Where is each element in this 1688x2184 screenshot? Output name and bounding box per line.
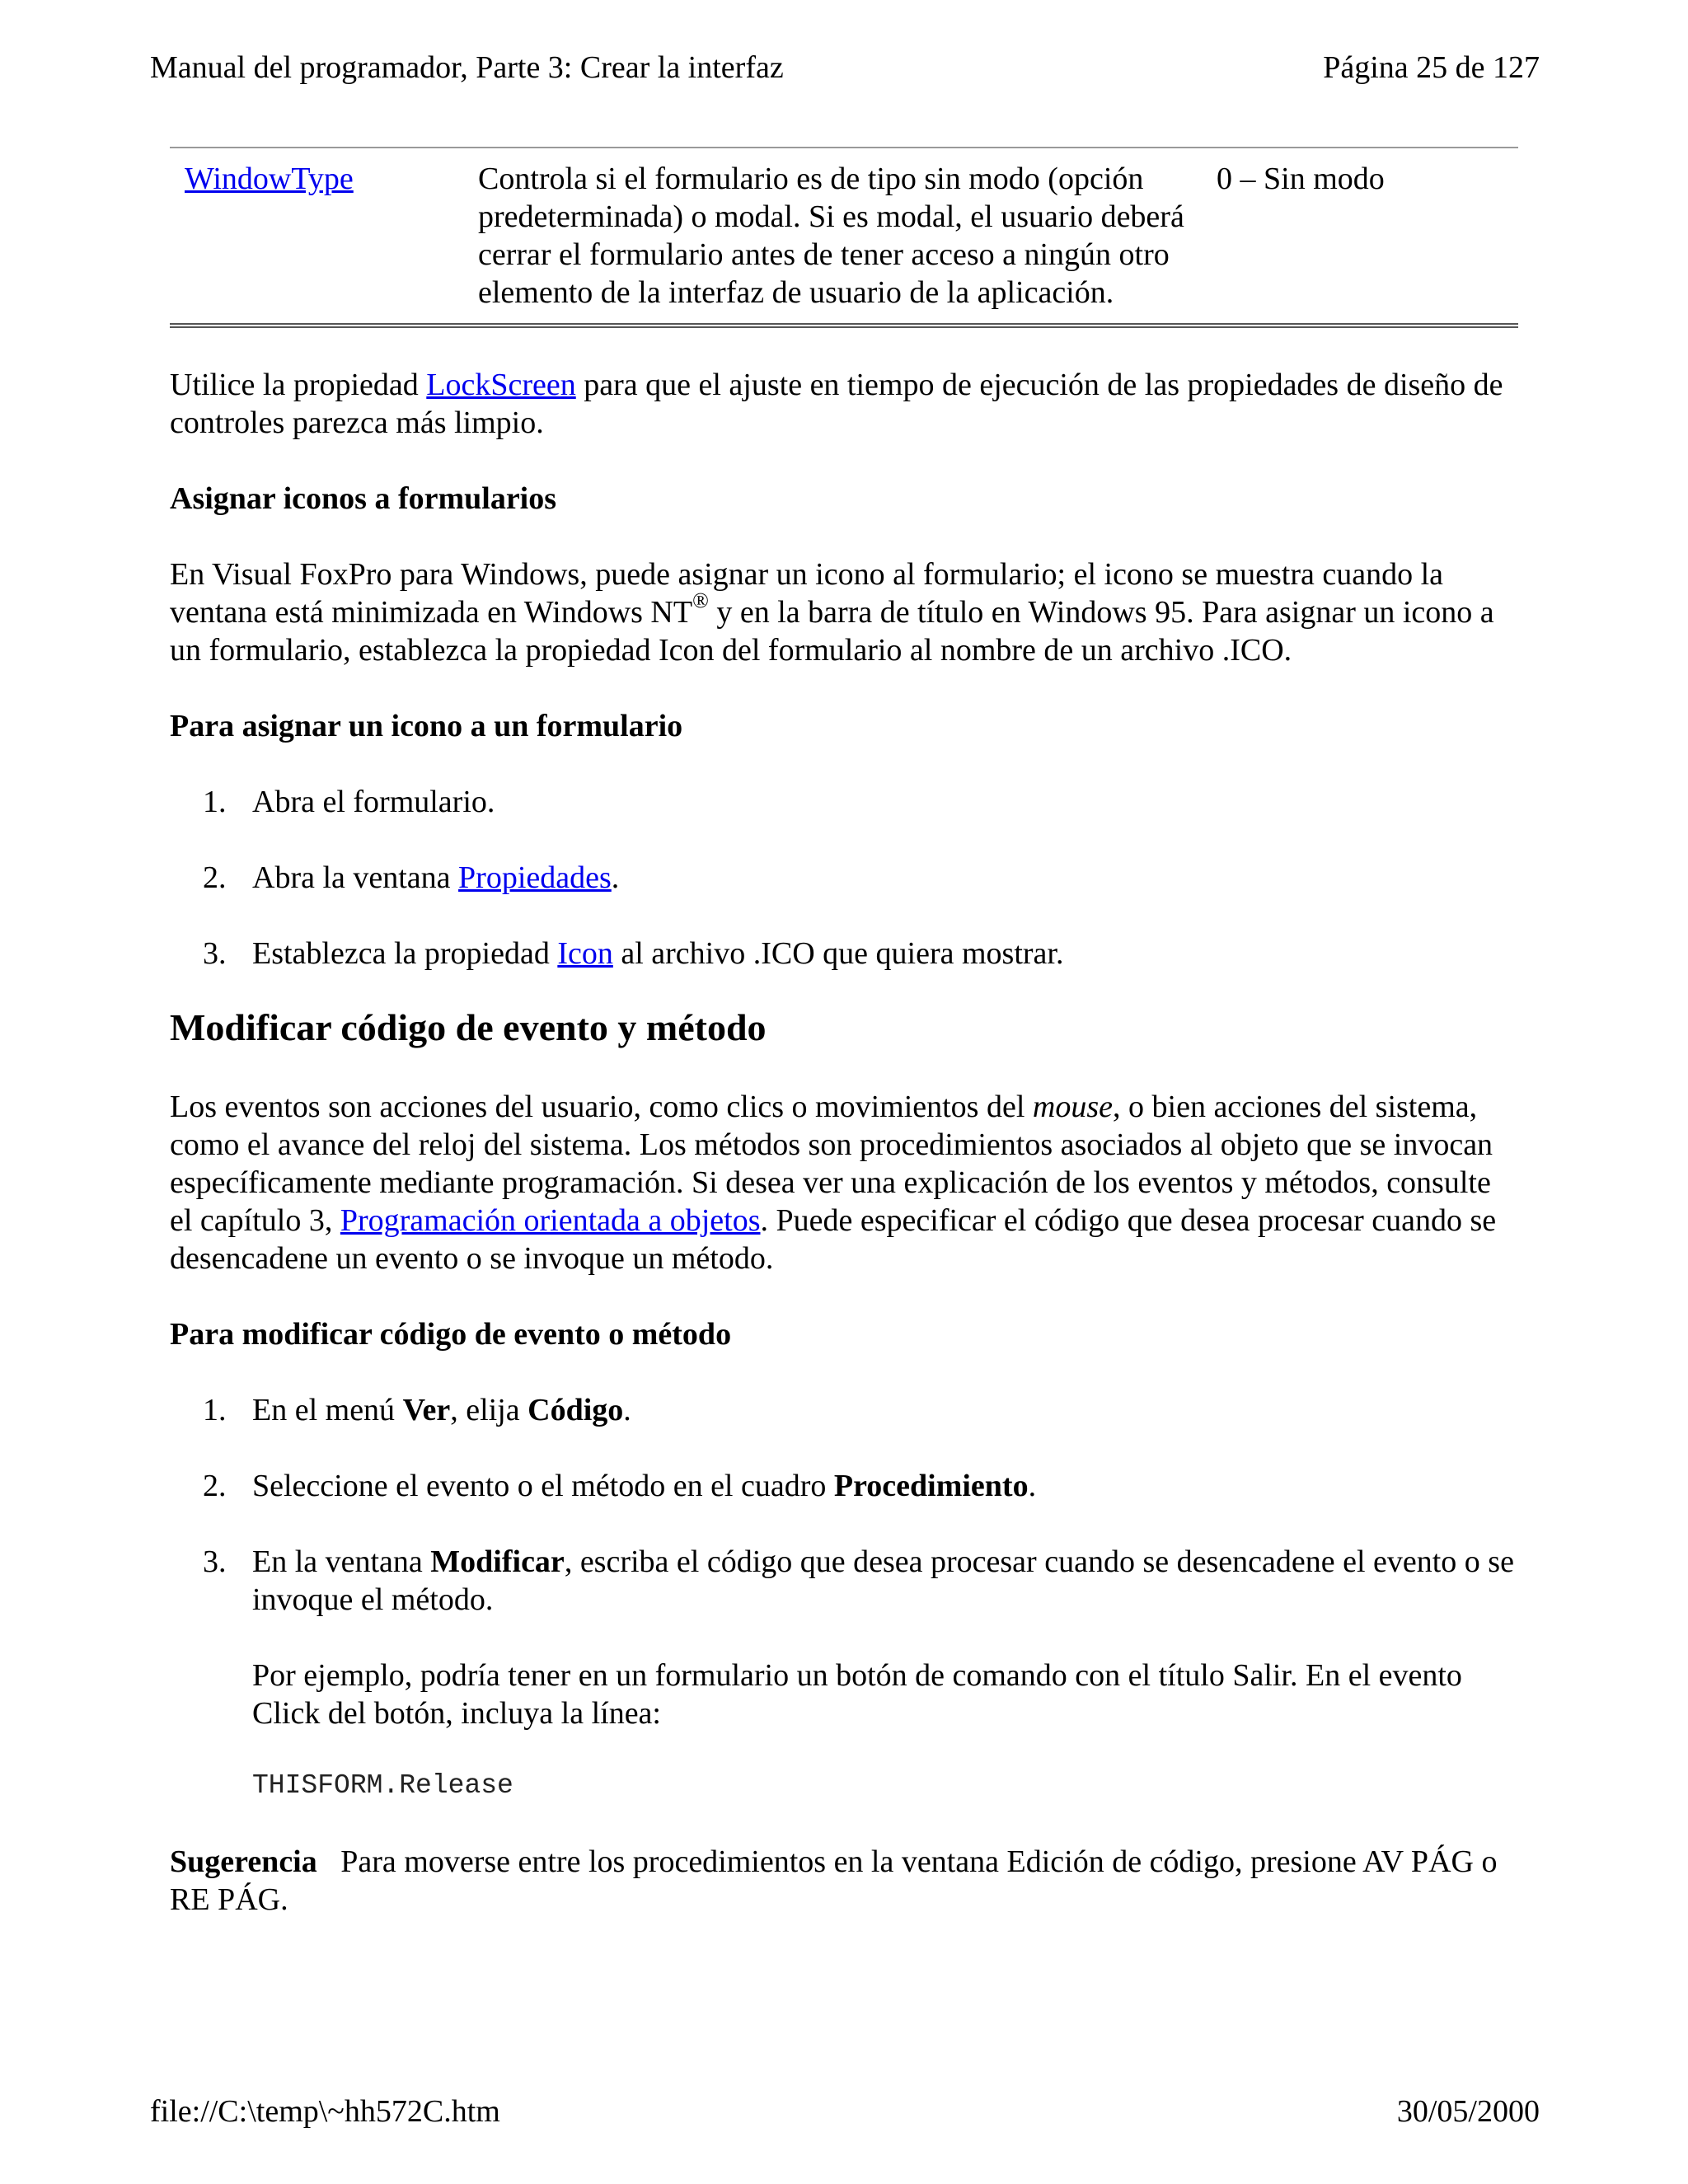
- page-content: [170, 147, 1518, 1919]
- step-number: 2.: [203, 860, 227, 895]
- registered-mark: ®: [692, 588, 709, 612]
- propiedades-link[interactable]: Propiedades: [458, 860, 612, 895]
- step-text: Establezca la propiedad: [252, 936, 558, 971]
- windowtype-link[interactable]: WindowType: [185, 162, 354, 196]
- code-sample: THISFORM.Release: [252, 1770, 513, 1801]
- lockscreen-link[interactable]: LockScreen: [426, 368, 576, 402]
- icon-link[interactable]: Icon: [557, 936, 613, 971]
- text-span: Utilice la propiedad: [170, 368, 427, 402]
- example-paragraph: Por ejemplo, podría tener en un formulario un botón de comando con el título Salir. En el evento Click del botón, incluya la línea:: [252, 1658, 1462, 1731]
- property-description-cell: Controla si el formulario es de tipo sin modo (opción predeterminada) o modal. Si es modal, el usuario deberá cerrar el formulario antes de tener acceso a ningún otro elemento de la interfaz de usuario de la aplicación.: [478, 162, 1184, 310]
- step-text: , escriba el código que desea procesar cuando se desencadene el evento o se invoque el método.: [252, 1544, 1514, 1617]
- print-date: 30/05/2000: [1396, 2094, 1540, 2129]
- icons-paragraph: [170, 555, 1518, 669]
- modify-steps: [170, 1391, 1518, 1805]
- command-name: Código: [528, 1393, 624, 1427]
- step-text: al archivo .ICO que quiera mostrar.: [612, 936, 1064, 971]
- step-number: 1.: [203, 1393, 227, 1427]
- property-table: [170, 147, 1518, 328]
- step-number: 3.: [203, 1544, 227, 1579]
- step-number: 3.: [203, 936, 227, 971]
- assign-icon-heading: Para asignar un icono a un formulario: [170, 709, 683, 743]
- property-default-cell: 0 – Sin modo: [1217, 162, 1385, 196]
- page-number: Página 25 de 127: [1323, 50, 1540, 85]
- text-span: . Puede especificar el código que desea procesar cuando se desencadene un evento o se invoque un método.: [170, 1203, 1497, 1276]
- text-span: para que el ajuste en tiempo de ejecución de las propiedades de diseño de controles parezca más limpio.: [170, 368, 1503, 440]
- property-name-cell: [170, 148, 463, 326]
- list-item: [170, 1543, 1518, 1805]
- list-item: [170, 935, 1518, 972]
- page-header: [150, 49, 1540, 86]
- step-text: Abra el formulario.: [252, 785, 495, 819]
- list-item: [170, 783, 1518, 821]
- text-span: Los eventos son acciones del usuario, como clics o movimientos del: [170, 1090, 1033, 1124]
- window-name: Modificar: [430, 1544, 565, 1579]
- list-item: [170, 1467, 1518, 1505]
- menu-name: Ver: [402, 1393, 451, 1427]
- page-footer: [150, 2093, 1540, 2130]
- step-number: 1.: [203, 785, 227, 819]
- step-text: , elija: [450, 1393, 528, 1427]
- assign-icon-steps: [170, 783, 1518, 972]
- text-span: y en la barra de título en Windows 95. Para asignar un icono a un formulario, establezca la propiedad Icon del formulario al nombre de un archivo .ICO.: [170, 595, 1494, 668]
- text-span: , o bien acciones del sistema, como el avance del reloj del sistema. Los métodos son procedimientos asociados al objeto que se invocan específicamente mediante programación. Si desea ver una explicación de los eventos y métodos, consulte el capítulo 3,: [170, 1090, 1493, 1238]
- list-item: [170, 859, 1518, 897]
- step-text: .: [1028, 1469, 1037, 1503]
- step-text: .: [611, 860, 620, 895]
- oop-chapter-link[interactable]: Programación orientada a objetos: [340, 1203, 761, 1238]
- step-text: En el menú: [252, 1393, 403, 1427]
- section-title: Modificar código de evento y método: [170, 1006, 767, 1048]
- tip-paragraph: [170, 1843, 1518, 1919]
- step-text: Seleccione el evento o el método en el cuadro: [252, 1469, 834, 1503]
- mouse-emphasis: mouse: [1032, 1090, 1114, 1124]
- icons-heading: Asignar iconos a formularios: [170, 481, 557, 516]
- file-path: file://C:\temp\~hh572C.htm: [150, 2094, 500, 2129]
- list-item: [170, 1391, 1518, 1429]
- lockscreen-paragraph: [170, 366, 1518, 442]
- box-name: Procedimiento: [833, 1469, 1029, 1503]
- step-text: Abra la ventana: [252, 860, 459, 895]
- text-span: En Visual FoxPro para Windows, puede asignar un icono al formulario; el icono se muestra cuando la ventana está minimizada en Windows NT: [170, 557, 1444, 630]
- step-text: En la ventana: [252, 1544, 431, 1579]
- events-paragraph: [170, 1088, 1518, 1277]
- step-text: .: [623, 1393, 631, 1427]
- tip-text: Para moverse entre los procedimientos en la ventana Edición de código, presione AV PÁG o RE PÁG.: [170, 1844, 1505, 1917]
- step-number: 2.: [203, 1469, 227, 1503]
- modify-heading: Para modificar código de evento o método: [170, 1317, 732, 1352]
- table-row: [170, 148, 1518, 326]
- document-title: Manual del programador, Parte 3: Crear la interfaz: [150, 50, 784, 85]
- tip-label: Sugerencia: [170, 1844, 317, 1879]
